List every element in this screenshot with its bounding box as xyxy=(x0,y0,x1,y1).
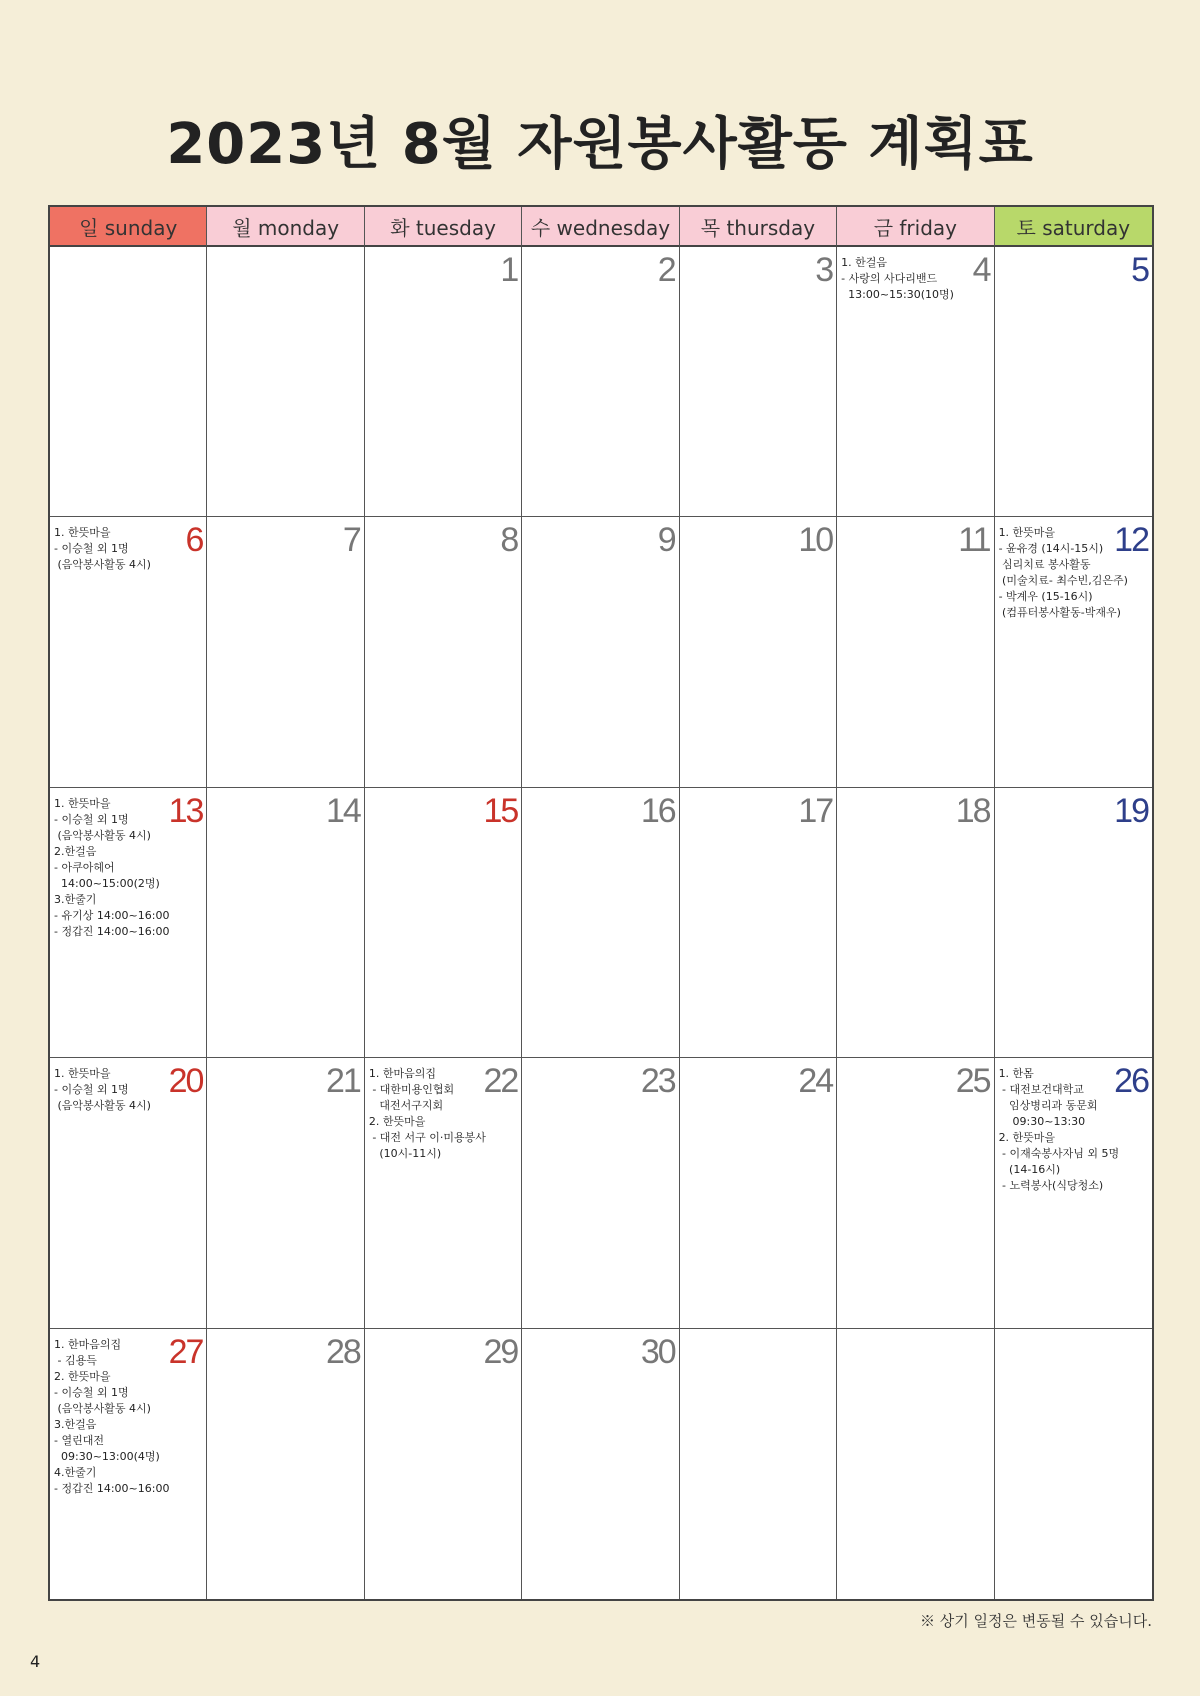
day-schedule-notes: 1. 한마음의집 - 대한미용인협회 대전서구지회 2. 한뜻마을 - 대전 서구 이·미용봉사 (10시-11시) xyxy=(368,1067,486,1161)
calendar-day-cell xyxy=(837,788,994,1058)
weekday-header: 목 thursday xyxy=(680,207,837,247)
day-number: 8 xyxy=(500,521,518,560)
day-number: 12 xyxy=(1114,521,1148,560)
calendar-day-cell xyxy=(680,1329,837,1599)
day-number: 23 xyxy=(640,1062,675,1101)
calendar-day-cell xyxy=(50,517,207,787)
calendar-day-cell xyxy=(837,1329,994,1599)
calendar-day-cell xyxy=(207,1058,364,1328)
day-number: 9 xyxy=(657,521,675,560)
calendar-day-cell xyxy=(522,1329,679,1599)
calendar-day-cell xyxy=(50,1058,207,1328)
calendar-day-cell xyxy=(995,517,1152,787)
day-number: 29 xyxy=(483,1332,518,1371)
calendar-day-cell xyxy=(207,517,364,787)
calendar-day-cell xyxy=(680,788,837,1058)
day-number: 6 xyxy=(185,521,203,560)
day-schedule-notes: 1. 한뜻마을 - 윤유경 (14시-15시) 심리치료 봉사활동 (미술치료- 최수빈,김은주) - 박계우 (15-16시) (컴퓨터봉사활동-박재우) xyxy=(998,526,1128,620)
page-title: 2023년 8월 자원봉사활동 계획표 xyxy=(166,112,1034,177)
day-number: 5 xyxy=(1131,251,1148,289)
calendar-day-cell xyxy=(207,1329,364,1599)
calendar-day-cell xyxy=(995,1329,1152,1599)
day-number: 7 xyxy=(342,521,360,560)
day-number: 30 xyxy=(640,1332,675,1371)
day-schedule-notes: 1. 한걸음 - 사랑의 사다리밴드 13:00~15:30(10명) xyxy=(841,256,954,301)
day-number: 1 xyxy=(500,251,518,289)
calendar-day-cell xyxy=(50,788,207,1058)
weekday-header: 월 monday xyxy=(207,207,364,247)
weekday-header: 토 saturday xyxy=(995,207,1152,247)
calendar-day-cell xyxy=(680,1058,837,1328)
calendar-day-cell xyxy=(207,247,364,517)
day-number: 25 xyxy=(955,1062,990,1101)
calendar-day-cell xyxy=(995,1058,1152,1328)
day-number: 17 xyxy=(798,791,833,830)
day-number: 19 xyxy=(1114,791,1148,830)
day-schedule-notes: 1. 한뜻마을 - 이승철 외 1명 (음악봉사활동 4시) 2.한걸음 - 아쿠아헤어 14:00~15:00(2명) 3.한줄기 - 유기상 14:00~16:00 - 정갑진 14:00~16:00 xyxy=(54,796,170,938)
calendar-day-cell xyxy=(365,1329,522,1599)
calendar-day-cell xyxy=(365,1058,522,1328)
calendar-day-cell xyxy=(522,247,679,517)
day-number: 21 xyxy=(326,1062,360,1101)
day-number: 18 xyxy=(955,791,990,830)
calendar-day-cell xyxy=(365,247,522,517)
calendar-day-cell xyxy=(995,788,1152,1058)
calendar-day-cell xyxy=(680,247,837,517)
calendar-day-cell xyxy=(837,1058,994,1328)
weekday-header: 화 tuesday xyxy=(365,207,522,247)
day-schedule-notes: 1. 한뜻마을 - 이승철 외 1명 (음악봉사활동 4시) xyxy=(54,526,151,572)
calendar-day-cell xyxy=(522,788,679,1058)
day-number: 13 xyxy=(168,791,203,830)
day-number: 11 xyxy=(958,521,990,560)
day-schedule-notes: 1. 한뜻마을 - 이승철 외 1명 (음악봉사활동 4시) xyxy=(54,1067,151,1113)
calendar-day-cell xyxy=(365,517,522,787)
day-number: 28 xyxy=(326,1332,360,1371)
calendar-grid xyxy=(48,205,1154,1601)
weekday-header: 수 wednesday xyxy=(522,207,679,247)
day-number: 26 xyxy=(1114,1062,1148,1101)
day-number: 24 xyxy=(798,1062,833,1101)
day-number: 10 xyxy=(798,521,833,560)
day-number: 27 xyxy=(168,1332,203,1371)
calendar-day-cell xyxy=(50,1329,207,1599)
calendar-day-cell xyxy=(50,247,207,517)
day-number: 3 xyxy=(815,251,833,289)
day-schedule-notes: 1. 한몸 - 대전보건대학교 임상병리과 동문회 09:30~13:30 2. 한뜻마을 - 이재숙봉사자님 외 5명 (14-16시) - 노력봉사(식당청소) xyxy=(998,1067,1120,1193)
calendar-day-cell xyxy=(837,247,994,517)
calendar-day-cell xyxy=(207,788,364,1058)
day-schedule-notes: 1. 한마음의집 - 김용득 2. 한뜻마을 - 이승철 외 1명 (음악봉사활동 4시) 3.한걸음 - 열린대전 09:30~13:00(4명) 4.한줄기 - 정갑진 14:00~16:00 xyxy=(54,1337,170,1495)
day-number: 20 xyxy=(168,1062,203,1101)
weekday-header: 금 friday xyxy=(837,207,994,247)
day-number: 2 xyxy=(657,251,675,289)
day-number: 15 xyxy=(483,791,518,830)
calendar-day-cell xyxy=(837,517,994,787)
weekday-header: 일 sunday xyxy=(50,207,207,247)
day-number: 4 xyxy=(972,251,990,289)
calendar-day-cell xyxy=(365,788,522,1058)
calendar-day-cell xyxy=(522,1058,679,1328)
calendar-day-cell xyxy=(522,517,679,787)
calendar-day-cell xyxy=(995,247,1152,517)
day-number: 16 xyxy=(640,791,675,830)
day-number: 14 xyxy=(326,791,360,830)
day-number: 22 xyxy=(483,1062,518,1101)
calendar-day-cell xyxy=(680,517,837,787)
footnote: ※ 상기 일정은 변동될 수 있습니다. xyxy=(920,1612,1152,1630)
page-number: 4 xyxy=(30,1652,41,1671)
